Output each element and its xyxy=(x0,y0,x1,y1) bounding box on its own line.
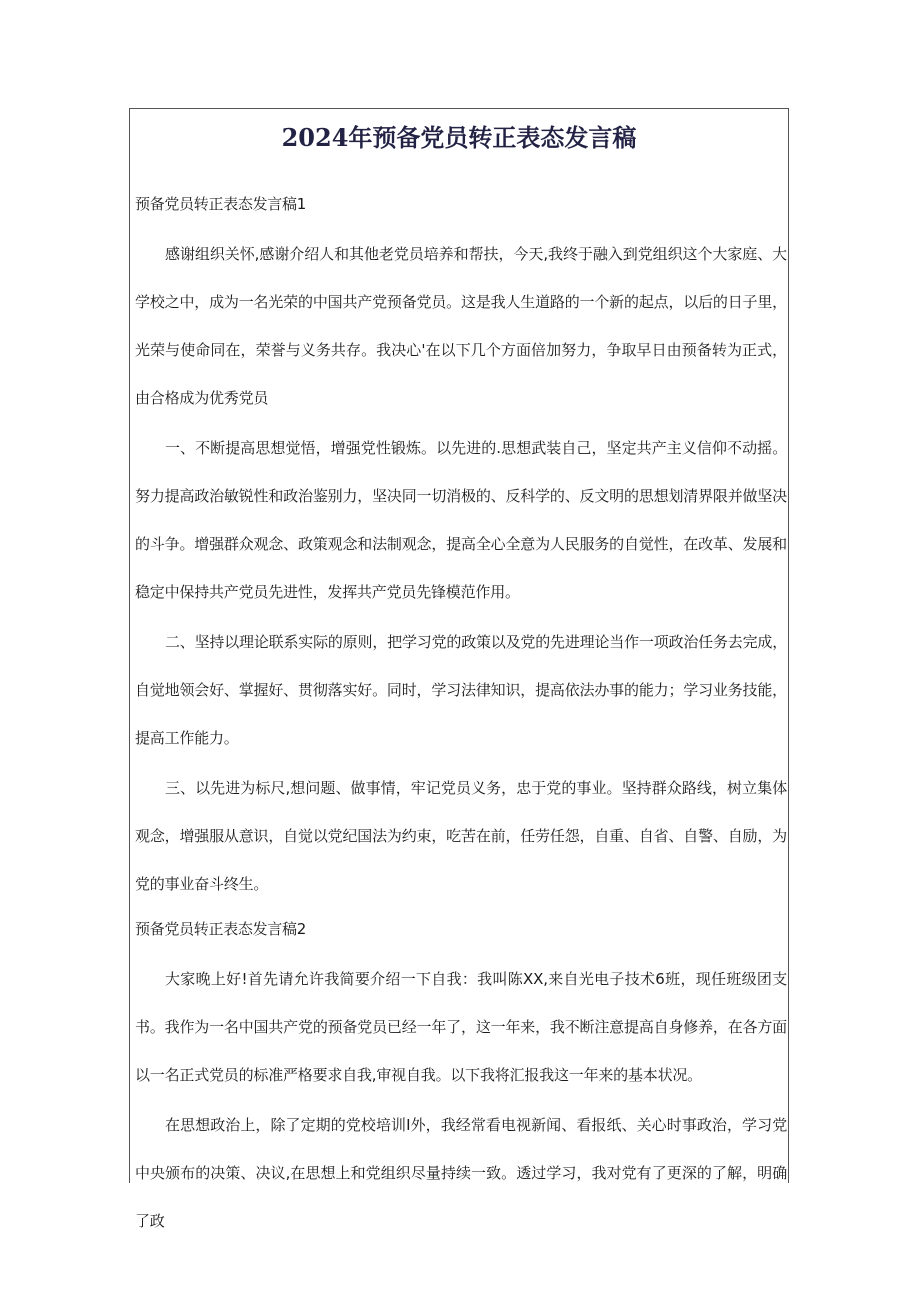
document-title: 2024年预备党员转正表态发言稿 xyxy=(281,123,637,152)
section-heading-2: 预备党员转正表态发言稿2 xyxy=(135,920,306,938)
paragraph: 在思想政治上，除了定期的党校培训I外，我经常看电视新闻、看报纸、关心时事政治，学习党中央颁布的决策、决议,在思想上和党组织尽量持续一致。透过学习，我对党有了更深的了解，明确了政 xyxy=(135,1116,787,1230)
paragraph: 感谢组织关怀,感谢介绍人和其他老党员培养和帮扶，今天,我终于融入到党组织这个大家庭、大学校之中，成为一名光荣的中国共产党预备党员。这是我人生道路的一个新的起点，以后的日子里，光荣与使命同在，荣誉与义务共存。我决心'在以下几个方面倍加努力，争取早日由预备转为正式，由合格成为优秀党员 xyxy=(135,245,787,407)
paragraph: 二、坚持以理论联系实际的原则，把学习党的政策以及党的先进理论当作一项政治任务去完成，自觉地领会好、掌握好、贯彻落实好。同时，学习法律知识，提高依法办事的能力；学习业务技能，提高工作能力。 xyxy=(135,633,787,747)
paragraph: 大家晚上好!首先请允许我简要介绍一下自我：我叫陈XX,来自光电子技术6班，现任班级团支书。我作为一名中国共产党的预备党员已经一年了，这一年来，我不断注意提高自身修养，在各方面以一名正式党员的标准严格要求自我,审视自我。以下我将汇报我这一年来的基本状况。 xyxy=(135,970,787,1084)
section-heading-1: 预备党员转正表态发言稿1 xyxy=(135,195,306,213)
document-body xyxy=(135,180,787,1245)
paragraph: 一、不断提高思想觉悟，增强党性锻炼。以先进的.思想武装自己，坚定共产主义信仰不动摇。努力提高政治敏锐性和政治鉴别力，坚决同一切消极的、反科学的、反文明的思想划清界限并做坚决的斗争。增强群众观念、政策观念和法制观念，提高全心全意为人民服务的自觉性，在改革、发展和稳定中保持共产党员先进性，发挥共产党员先锋模范作用。 xyxy=(135,439,787,601)
paragraph: 三、以先进为标尺,想问题、做事情，牢记党员义务，忠于党的事业。坚持群众路线，树立集体观念，增强服从意识，自觉以党纪国法为约束，吃苦在前，任劳任怨，自重、自省、自警、自励，为党的事业奋斗终生。 xyxy=(135,779,787,893)
